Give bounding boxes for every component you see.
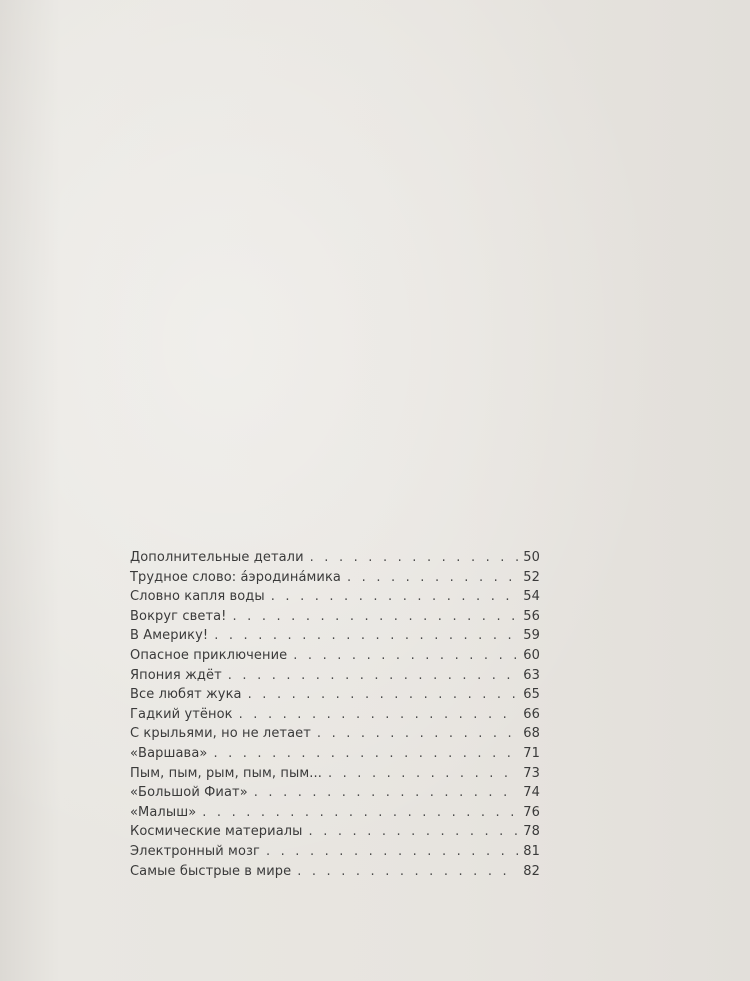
toc-leader-dots [309, 824, 518, 839]
toc-entry-title: Дополнительные детали [130, 550, 304, 565]
toc-entry-page: 54 [523, 589, 540, 605]
toc-entry [130, 628, 540, 648]
toc-entry-page: 68 [523, 726, 540, 742]
toc-leader-dots [214, 628, 518, 643]
toc-entry-page: 59 [523, 628, 540, 644]
toc-entry-page: 73 [523, 765, 540, 781]
toc-entry-title: Словно капля воды [130, 589, 265, 605]
toc-entry [130, 687, 540, 707]
toc-leader-dots [248, 687, 518, 702]
toc-entry-title: Космические материалы [130, 824, 303, 840]
toc-leader-dots [271, 589, 518, 604]
toc-entry-title: Япония ждёт [130, 667, 222, 683]
toc-entry-title: Опасное приключение [130, 647, 288, 663]
toc-entry-page: 82 [523, 863, 540, 879]
toc-entry-title: «Малыш» [130, 804, 197, 820]
toc-entry-title: Пым, пым, рым, пым, пым... [130, 765, 322, 781]
toc-entry-title: Гадкий утёнок [130, 706, 233, 722]
toc-entry [130, 785, 540, 805]
toc-entry [130, 746, 540, 766]
toc-entry-page: 65 [523, 687, 540, 703]
toc-entry [130, 570, 540, 590]
toc-entry [130, 805, 540, 825]
toc-entry-page: 74 [523, 785, 540, 801]
toc-entry-title: В Америку! [130, 628, 209, 644]
toc-entry-title: Все любят жука [130, 687, 242, 703]
toc-leader-dots [293, 648, 518, 663]
toc-leader-dots [228, 668, 518, 683]
toc-entry [130, 609, 540, 629]
toc-entry [130, 668, 540, 688]
toc-leader-dots [213, 746, 518, 761]
toc-leader-dots [347, 570, 518, 585]
toc-entry [130, 726, 540, 746]
toc-entry-title: «Варшава» [130, 745, 208, 761]
toc-leader-dots [328, 766, 518, 781]
toc-leader-dots [317, 726, 518, 741]
table-of-contents [130, 550, 540, 883]
toc-entry [130, 844, 540, 864]
toc-entry [130, 864, 540, 884]
toc-entry [130, 824, 540, 844]
toc-leader-dots [233, 609, 519, 624]
toc-entry-title: Трудное слово: а́эродина́мика [130, 569, 341, 585]
toc-leader-dots [254, 785, 518, 800]
toc-entry-title: Самые быстрые в мире [130, 863, 292, 879]
toc-entry-page: 66 [523, 706, 540, 722]
toc-entry-title: Электронный мозг [130, 843, 260, 859]
toc-entry [130, 707, 540, 727]
toc-leader-dots [310, 550, 518, 565]
toc-entry [130, 589, 540, 609]
toc-leader-dots [239, 707, 518, 722]
toc-entry-title: С крыльями, но не летает [130, 726, 311, 742]
toc-leader-dots [266, 844, 518, 859]
toc-entry [130, 766, 540, 786]
toc-entry-page: 63 [523, 667, 540, 683]
toc-entry-page: 52 [523, 569, 540, 585]
toc-entry-page: 50 [523, 550, 540, 565]
toc-entry-page: 56 [523, 608, 540, 624]
toc-entry-page: 71 [523, 745, 540, 761]
toc-entry-title: «Большой Фиат» [130, 785, 248, 801]
toc-entry-page: 60 [523, 647, 540, 663]
toc-entry [130, 648, 540, 668]
toc-leader-dots [297, 864, 518, 879]
toc-entry [130, 550, 540, 570]
toc-leader-dots [202, 805, 518, 820]
toc-entry-page: 81 [523, 843, 540, 859]
toc-entry-page: 78 [523, 824, 540, 840]
toc-entry-page: 76 [523, 804, 540, 820]
toc-entry-title: Вокруг света! [130, 608, 227, 624]
